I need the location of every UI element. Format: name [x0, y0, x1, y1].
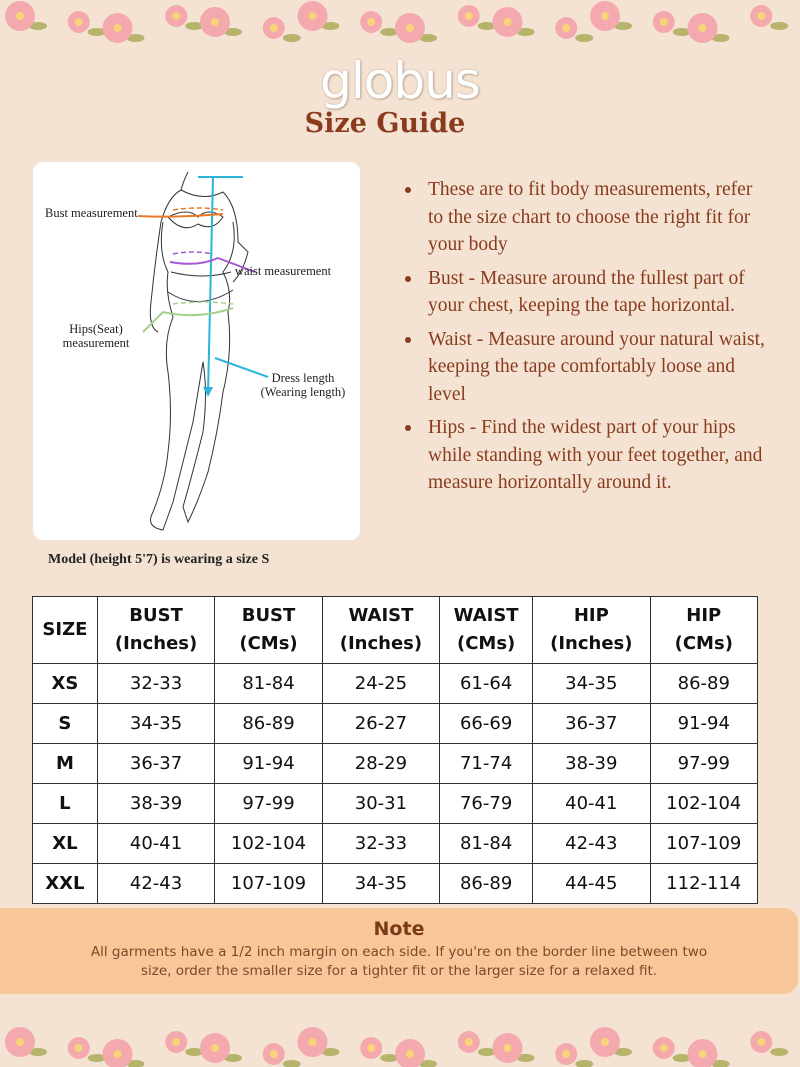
column-header — [215, 597, 322, 664]
measurement-cell: 38-39 — [97, 784, 214, 824]
size-cell: L — [33, 784, 98, 824]
note-text: All garments have a 1/2 inch margin on each side. If you're on the border line between two size, order the smaller size for a tighter fit or the larger size for a relaxed fit. — [90, 944, 708, 979]
page-title: Size Guide — [304, 108, 466, 139]
header-unit: (CMs) — [456, 633, 516, 654]
table-row — [33, 864, 758, 904]
header-unit: (CMs) — [674, 633, 733, 654]
column-header — [33, 597, 98, 664]
header-line: SIZE — [42, 619, 88, 640]
floral-border-top — [0, 0, 800, 60]
measurement-cell: 40-41 — [97, 824, 214, 864]
size-cell: XL — [33, 824, 98, 864]
leaf-icon — [575, 1060, 593, 1067]
floral-border-bottom — [0, 1020, 800, 1067]
header-line: HIP — [686, 605, 722, 626]
measurement-cell: 91-94 — [650, 704, 757, 744]
brand-logo: globus — [320, 52, 480, 110]
measurement-cell: 26-27 — [322, 704, 439, 744]
table-row — [33, 824, 758, 864]
header-unit: (Inches) — [550, 633, 633, 654]
measurement-cell: 42-43 — [533, 824, 650, 864]
header-line: WAIST — [453, 605, 519, 626]
measurement-cell: 61-64 — [440, 664, 533, 704]
note-box — [0, 908, 798, 994]
measurement-cell: 97-99 — [650, 744, 757, 784]
measurement-cell: 32-33 — [97, 664, 214, 704]
size-cell: M — [33, 744, 98, 784]
measurement-tips — [400, 176, 770, 503]
measurement-cell: 102-104 — [650, 784, 757, 824]
column-header — [322, 597, 439, 664]
header-line: WAIST — [348, 605, 414, 626]
hips-measurement-label: Hips(Seat) measurement — [62, 322, 130, 350]
table-row — [33, 744, 758, 784]
measurement-cell: 71-74 — [440, 744, 533, 784]
measurement-cell: 81-84 — [215, 664, 322, 704]
note-title: Note — [373, 918, 425, 940]
measurement-cell: 28-29 — [322, 744, 439, 784]
measurement-cell: 86-89 — [650, 664, 757, 704]
table-row — [33, 704, 758, 744]
measurement-cell: 32-33 — [322, 824, 439, 864]
measurement-cell: 91-94 — [215, 744, 322, 784]
measurement-cell: 44-45 — [533, 864, 650, 904]
header-line: HIP — [573, 605, 609, 626]
leaf-icon — [575, 34, 593, 42]
header-line: BUST — [241, 605, 296, 626]
measurement-cell: 40-41 — [533, 784, 650, 824]
tip-item: These are to fit body measurements, refer to the size chart to choose the right fit for your body — [400, 176, 770, 259]
measurement-cell: 34-35 — [322, 864, 439, 904]
measurement-cell: 97-99 — [215, 784, 322, 824]
measurement-cell: 34-35 — [533, 664, 650, 704]
leaf-icon — [283, 34, 301, 42]
header-unit: (Inches) — [114, 633, 198, 654]
table-row — [33, 664, 758, 704]
measurement-cell: 24-25 — [322, 664, 439, 704]
waist-measurement-label: waist measurement — [234, 264, 332, 278]
measurement-cell: 86-89 — [215, 704, 322, 744]
measurement-cell: 81-84 — [440, 824, 533, 864]
dress-length-line — [208, 177, 213, 394]
tip-item: Hips - Find the widest part of your hips while standing with your feet together, and measure horizontally around it. — [400, 414, 770, 497]
measurement-cell: 66-69 — [440, 704, 533, 744]
column-header — [440, 597, 533, 664]
measurement-cell: 107-109 — [215, 864, 322, 904]
column-header — [97, 597, 214, 664]
measurement-cell: 38-39 — [533, 744, 650, 784]
header-unit: (CMs) — [239, 633, 298, 654]
size-cell: XXL — [33, 864, 98, 904]
model-caption: Model (height 5'7) is wearing a size S — [48, 552, 270, 567]
leaf-icon — [770, 22, 788, 30]
measurement-cell: 76-79 — [440, 784, 533, 824]
measurement-cell: 30-31 — [322, 784, 439, 824]
leaf-icon — [283, 1060, 301, 1067]
bust-measurement-label: Bust measurement — [45, 206, 138, 220]
measurement-cell: 107-109 — [650, 824, 757, 864]
size-cell: S — [33, 704, 98, 744]
dress-length-label: Dress length (Wearing length) — [260, 371, 346, 399]
table-row — [33, 784, 758, 824]
size-chart-table — [32, 596, 758, 904]
column-header — [533, 597, 650, 664]
measurement-cell: 36-37 — [97, 744, 214, 784]
tip-item: Bust - Measure around the fullest part of your chest, keeping the tape horizontal. — [400, 265, 770, 320]
header-unit: (Inches) — [339, 633, 423, 654]
measurement-cell: 102-104 — [215, 824, 322, 864]
column-header — [650, 597, 757, 664]
header-line: BUST — [129, 605, 183, 626]
leaf-icon — [770, 1048, 788, 1056]
measurement-cell: 36-37 — [533, 704, 650, 744]
measurement-figure — [33, 162, 360, 540]
measurement-cell: 42-43 — [97, 864, 214, 904]
measurement-cell: 34-35 — [97, 704, 214, 744]
tip-item: Waist - Measure around your natural waist, keeping the tape comfortably loose and level — [400, 326, 770, 409]
measurement-cell: 112-114 — [650, 864, 757, 904]
measurement-cell: 86-89 — [440, 864, 533, 904]
size-cell: XS — [33, 664, 98, 704]
